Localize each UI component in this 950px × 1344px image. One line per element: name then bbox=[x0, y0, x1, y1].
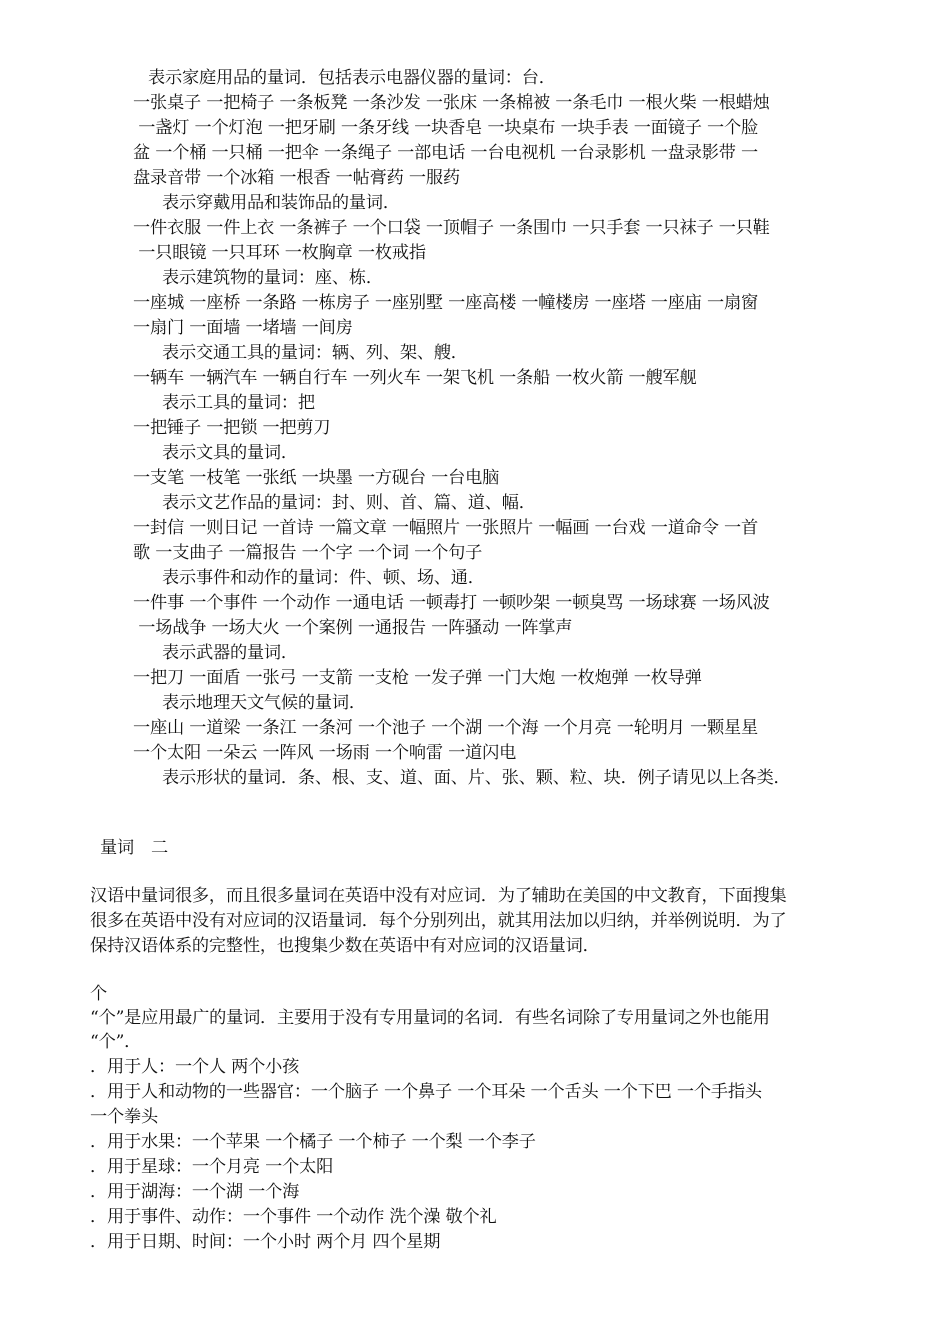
example-line: 一只眼镜 一只耳环 一枚胸章 一枚戒指 bbox=[133, 243, 426, 263]
example-line: 一把刀 一面盾 一张弓 一支箭 一支枪 一发子弹 一门大炮 一枚炮弹 一枚导弹 bbox=[133, 668, 702, 688]
example-line: 一座城 一座桥 一条路 一栋房子 一座别墅 一座高楼 一幢楼房 一座塔 一座庙 一扇窗 bbox=[133, 293, 758, 313]
category-heading-stationery: 表示文具的量词． bbox=[162, 443, 298, 463]
usage-item: ．用于水果：一个苹果 一个橘子 一个柿子 一个梨 一个李子 bbox=[90, 1132, 536, 1152]
usage-item: ．用于湖海：一个湖 一个海 bbox=[90, 1182, 300, 1202]
example-line: 一把锤子 一把锁 一把剪刀 bbox=[133, 418, 331, 438]
example-line: 盘录音带 一个冰箱 一根香 一帖膏药 一服药 bbox=[133, 168, 460, 188]
example-line: 一封信 一则日记 一首诗 一篇文章 一幅照片 一张照片 一幅画 一台戏 一道命令 一首 bbox=[133, 518, 758, 538]
entry-title: 个 bbox=[90, 984, 107, 1004]
example-line: 一扇门 一面墙 一堵墙 一间房 bbox=[133, 318, 353, 338]
paragraph-line: “个”是应用最广的量词．主要用于没有专用量词的名词．有些名词除了专用量词之外也能用 bbox=[90, 1008, 770, 1028]
usage-item: ．用于人：一个人 两个小孩 bbox=[90, 1057, 300, 1077]
category-heading-household: 表示家庭用品的量词．包括表示电器仪器的量词：台． bbox=[148, 68, 556, 88]
category-heading-tools: 表示工具的量词：把 bbox=[162, 393, 315, 413]
example-line: 歌 一支曲子 一篇报告 一个字 一个词 一个句子 bbox=[133, 543, 483, 563]
example-line: 一张桌子 一把椅子 一条板凳 一条沙发 一张床 一条棉被 一条毛巾 一根火柴 一根蜡烛 bbox=[133, 93, 770, 113]
example-line: 一场战争 一场大火 一个案例 一通报告 一阵骚动 一阵掌声 bbox=[133, 618, 573, 638]
example-line: 一个太阳 一朵云 一阵风 一场雨 一个响雷 一道闪电 bbox=[133, 743, 517, 763]
example-line: 一辆车 一辆汽车 一辆自行车 一列火车 一架飞机 一条船 一枚火箭 一艘军舰 bbox=[133, 368, 697, 388]
usage-item: ．用于事件、动作：一个事件 一个动作 洗个澡 敬个礼 bbox=[90, 1207, 497, 1227]
category-heading-artworks: 表示文艺作品的量词：封、则、首、篇、道、幅． bbox=[162, 493, 536, 513]
category-heading-buildings: 表示建筑物的量词：座、栋． bbox=[162, 268, 383, 288]
section-heading: 量词 二 bbox=[100, 838, 168, 858]
paragraph-line: 汉语中量词很多，而且很多量词在英语中没有对应词．为了辅助在美国的中文教育，下面搜集 bbox=[90, 886, 787, 906]
usage-item: ．用于人和动物的一些器官：一个脑子 一个鼻子 一个耳朵 一个舌头 一个下巴 一个手指头 bbox=[90, 1082, 762, 1102]
category-heading-events: 表示事件和动作的量词：件、顿、场、通． bbox=[162, 568, 485, 588]
example-line: 盆 一个桶 一只桶 一把伞 一条绳子 一部电话 一台电视机 一台录影机 一盘录影带 一 bbox=[133, 143, 758, 163]
category-heading-clothing: 表示穿戴用品和装饰品的量词． bbox=[162, 193, 400, 213]
usage-item: ．用于日期、时间：一个小时 两个月 四个星期 bbox=[90, 1232, 441, 1252]
usage-item: ．用于星球：一个月亮 一个太阳 bbox=[90, 1157, 334, 1177]
paragraph-line: 一个拳头 bbox=[90, 1107, 158, 1127]
category-heading-weapons: 表示武器的量词． bbox=[162, 643, 298, 663]
example-line: 一盏灯 一个灯泡 一把牙刷 一条牙线 一块香皂 一块桌布 一块手表 一面镜子 一个脸 bbox=[133, 118, 758, 138]
paragraph-line: “个”． bbox=[90, 1032, 142, 1052]
example-line: 一座山 一道梁 一条江 一条河 一个池子 一个湖 一个海 一个月亮 一轮明月 一颗星星 bbox=[133, 718, 758, 738]
paragraph-line: 保持汉语体系的完整性，也搜集少数在英语中有对应词的汉语量词． bbox=[90, 936, 600, 956]
paragraph-line: 很多在英语中没有对应词的汉语量词．每个分别列出，就其用法加以归纳，并举例说明．为了 bbox=[90, 911, 787, 931]
category-heading-shapes: 表示形状的量词．条、根、支、道、面、片、张、颗、粒、块．例子请见以上各类． bbox=[162, 768, 791, 788]
category-heading-geography: 表示地理天文气候的量词． bbox=[162, 693, 366, 713]
example-line: 一件事 一个事件 一个动作 一通电话 一顿毒打 一顿吵架 一顿臭骂 一场球赛 一场风波 bbox=[133, 593, 770, 613]
example-line: 一件衣服 一件上衣 一条裤子 一个口袋 一顶帽子 一条围巾 一只手套 一只袜子 一只鞋 bbox=[133, 218, 770, 238]
example-line: 一支笔 一枝笔 一张纸 一块墨 一方砚台 一台电脑 bbox=[133, 468, 500, 488]
category-heading-transport: 表示交通工具的量词：辆、列、架、艘． bbox=[162, 343, 468, 363]
